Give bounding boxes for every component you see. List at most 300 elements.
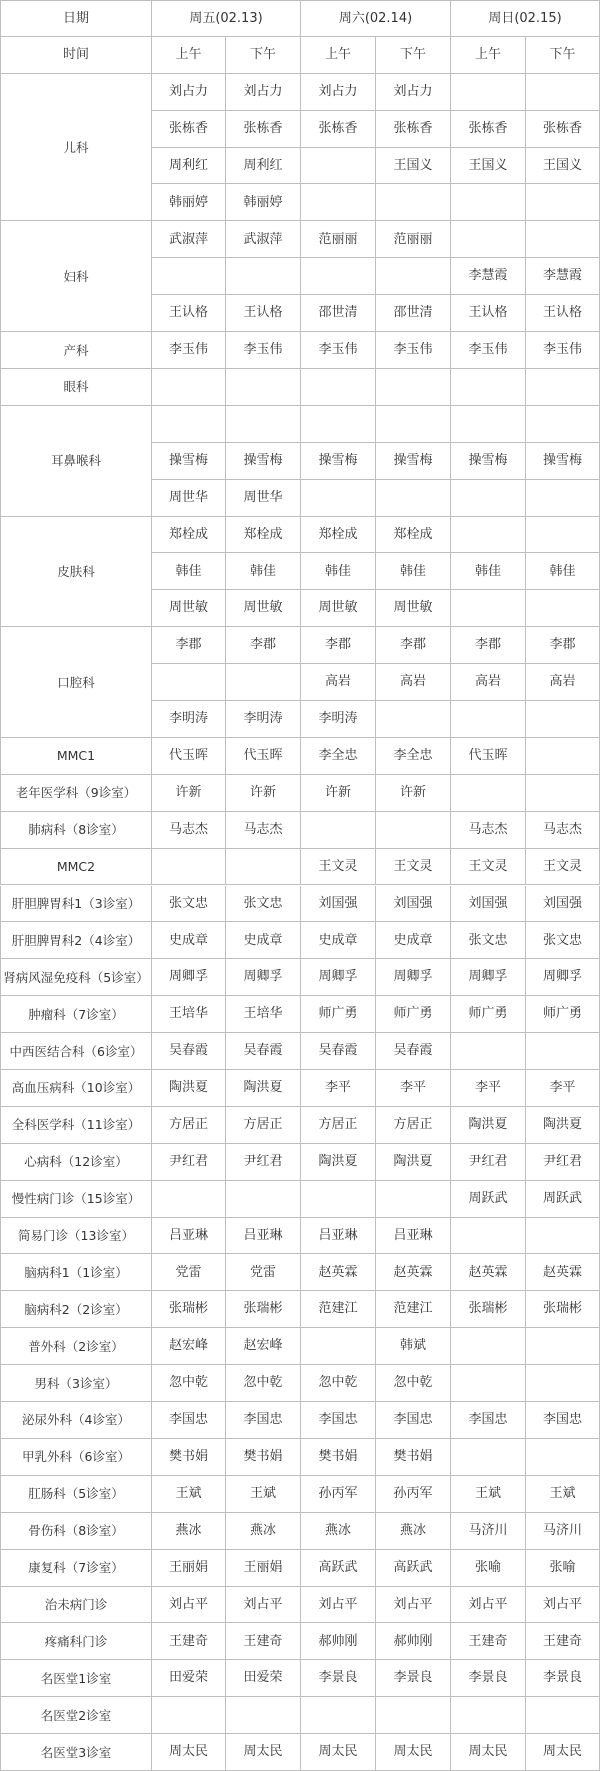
department-name: 肝胆脾胃科1（3诊室） [0, 886, 152, 923]
doctor-cell: 党雷 [226, 1254, 301, 1291]
doctor-cell [451, 517, 526, 554]
department-name: 口腔科 [0, 627, 152, 738]
doctor-cell: 李景良 [301, 1660, 376, 1697]
doctor-cell: 赵英霖 [526, 1254, 600, 1291]
doctor-cell: 燕冰 [152, 1513, 226, 1550]
doctor-cell: 马志杰 [226, 812, 301, 849]
doctor-cell: 郝帅刚 [301, 1623, 376, 1660]
doctor-cell: 陶洪夏 [526, 1107, 600, 1144]
doctor-cell: 周太民 [526, 1734, 600, 1771]
doctor-cell: 范丽丽 [376, 221, 451, 258]
department-name: 康复科（7诊室） [0, 1550, 152, 1587]
doctor-cell: 韩佳 [526, 553, 600, 590]
doctor-cell [376, 480, 451, 517]
doctor-cell: 张瑞彬 [226, 1291, 301, 1328]
doctor-cell: 王培华 [152, 996, 226, 1033]
doctor-cell: 孙丙军 [376, 1476, 451, 1513]
doctor-cell: 吴春霞 [301, 1033, 376, 1070]
doctor-cell: 许新 [301, 775, 376, 812]
pm-header: 下午 [376, 37, 451, 74]
doctor-cell [152, 258, 226, 295]
doctor-cell: 李国忠 [226, 1402, 301, 1439]
doctor-cell [451, 184, 526, 221]
doctor-cell: 王斌 [526, 1476, 600, 1513]
doctor-cell: 周太民 [152, 1734, 226, 1771]
doctor-cell: 武淑萍 [152, 221, 226, 258]
doctor-cell: 邵世清 [301, 295, 376, 332]
day-header: 周六(02.14) [301, 0, 451, 37]
doctor-cell [301, 1697, 376, 1734]
doctor-cell: 范丽丽 [301, 221, 376, 258]
department-name: 肺病科（8诊室） [0, 812, 152, 849]
doctor-cell: 刘国强 [376, 886, 451, 923]
doctor-cell [451, 775, 526, 812]
doctor-cell [526, 74, 600, 111]
doctor-cell: 吕亚琳 [301, 1218, 376, 1255]
doctor-cell: 高跃武 [376, 1550, 451, 1587]
doctor-cell: 王丽娟 [226, 1550, 301, 1587]
doctor-cell: 师广勇 [376, 996, 451, 1033]
doctor-cell [526, 406, 600, 443]
doctor-cell: 李景良 [451, 1660, 526, 1697]
doctor-cell: 李玉伟 [152, 332, 226, 369]
doctor-cell: 代玉晖 [152, 738, 226, 775]
doctor-cell: 周跃武 [526, 1181, 600, 1218]
doctor-cell [526, 184, 600, 221]
am-header: 上午 [301, 37, 376, 74]
doctor-cell: 忽中乾 [226, 1365, 301, 1402]
department-name: 名医堂1诊室 [0, 1660, 152, 1697]
doctor-cell: 王认格 [226, 295, 301, 332]
doctor-cell [226, 664, 301, 701]
doctor-cell: 方居正 [226, 1107, 301, 1144]
doctor-cell: 李玉伟 [226, 332, 301, 369]
doctor-cell: 高岩 [376, 664, 451, 701]
doctor-cell: 韩佳 [451, 553, 526, 590]
doctor-cell: 李明涛 [226, 701, 301, 738]
doctor-cell: 王国义 [451, 148, 526, 185]
doctor-cell: 周世华 [226, 480, 301, 517]
doctor-cell: 王文灵 [376, 849, 451, 886]
doctor-cell: 李国忠 [301, 1402, 376, 1439]
doctor-cell: 方居正 [301, 1107, 376, 1144]
doctor-cell: 韩佳 [226, 553, 301, 590]
doctor-cell: 王斌 [451, 1476, 526, 1513]
department-name: 肝胆脾胃科2（4诊室） [0, 922, 152, 959]
doctor-cell [301, 148, 376, 185]
doctor-cell: 王认格 [152, 295, 226, 332]
department-name: 名医堂3诊室 [0, 1734, 152, 1771]
doctor-cell: 李玉伟 [301, 332, 376, 369]
department-name: 脑病科2（2诊室） [0, 1291, 152, 1328]
doctor-cell: 王丽娟 [152, 1550, 226, 1587]
doctor-cell: 刘国强 [526, 886, 600, 923]
doctor-cell: 许新 [152, 775, 226, 812]
pm-header: 下午 [526, 37, 600, 74]
doctor-cell: 周世敏 [376, 590, 451, 627]
department-name: 脑病科1（1诊室） [0, 1254, 152, 1291]
doctor-cell: 刘占平 [152, 1587, 226, 1624]
doctor-cell: 田爱荣 [226, 1660, 301, 1697]
day-header: 周日(02.15) [451, 0, 600, 37]
doctor-cell: 王国义 [376, 148, 451, 185]
doctor-cell: 王培华 [226, 996, 301, 1033]
doctor-cell: 操雪梅 [301, 443, 376, 480]
doctor-cell [301, 1328, 376, 1365]
doctor-cell [301, 480, 376, 517]
doctor-cell: 马志杰 [152, 812, 226, 849]
doctor-cell: 张喻 [526, 1550, 600, 1587]
doctor-cell: 陶洪夏 [376, 1144, 451, 1181]
department-name: 耳鼻喉科 [0, 406, 152, 517]
doctor-cell: 王文灵 [301, 849, 376, 886]
doctor-cell: 张栋香 [226, 111, 301, 148]
doctor-cell: 忽中乾 [152, 1365, 226, 1402]
doctor-cell: 樊书娟 [376, 1439, 451, 1476]
doctor-cell [226, 369, 301, 406]
doctor-cell: 师广勇 [301, 996, 376, 1033]
doctor-cell: 李玉伟 [451, 332, 526, 369]
doctor-cell [226, 849, 301, 886]
doctor-cell [451, 1697, 526, 1734]
doctor-cell [526, 1328, 600, 1365]
department-name: 泌尿外科（4诊室） [0, 1402, 152, 1439]
doctor-cell: 张栋香 [152, 111, 226, 148]
department-name: 肿瘤科（7诊室） [0, 996, 152, 1033]
department-name: 慢性病门诊（15诊室） [0, 1181, 152, 1218]
doctor-cell: 李国忠 [376, 1402, 451, 1439]
doctor-cell: 高岩 [301, 664, 376, 701]
doctor-cell: 吕亚琳 [152, 1218, 226, 1255]
doctor-cell: 陶洪夏 [301, 1144, 376, 1181]
doctor-cell [152, 1697, 226, 1734]
doctor-cell: 方居正 [376, 1107, 451, 1144]
doctor-cell: 高跃武 [301, 1550, 376, 1587]
doctor-cell: 党雷 [152, 1254, 226, 1291]
doctor-cell: 刘占平 [376, 1587, 451, 1624]
department-name: 名医堂2诊室 [0, 1697, 152, 1734]
doctor-cell [152, 406, 226, 443]
doctor-cell: 王文灵 [526, 849, 600, 886]
doctor-cell: 李明涛 [301, 701, 376, 738]
doctor-cell: 吴春霞 [376, 1033, 451, 1070]
doctor-cell: 李平 [376, 1070, 451, 1107]
doctor-cell: 李明涛 [152, 701, 226, 738]
doctor-cell [152, 849, 226, 886]
doctor-cell: 周卿孚 [451, 959, 526, 996]
doctor-cell: 尹红君 [226, 1144, 301, 1181]
doctor-cell: 周利红 [226, 148, 301, 185]
doctor-cell: 代玉晖 [226, 738, 301, 775]
department-name: MMC1 [0, 738, 152, 775]
doctor-cell [301, 258, 376, 295]
doctor-cell: 王认格 [526, 295, 600, 332]
doctor-cell: 燕冰 [226, 1513, 301, 1550]
department-name: 全科医学科（11诊室） [0, 1107, 152, 1144]
doctor-cell: 李郡 [152, 627, 226, 664]
doctor-cell: 周跃武 [451, 1181, 526, 1218]
doctor-cell [376, 184, 451, 221]
doctor-cell: 张文忠 [526, 922, 600, 959]
doctor-cell [152, 1181, 226, 1218]
doctor-cell: 郑栓成 [301, 517, 376, 554]
doctor-cell: 张文忠 [226, 886, 301, 923]
doctor-cell [152, 664, 226, 701]
doctor-cell: 刘占平 [526, 1587, 600, 1624]
doctor-cell: 武淑萍 [226, 221, 301, 258]
doctor-cell: 王认格 [451, 295, 526, 332]
doctor-cell: 韩斌 [376, 1328, 451, 1365]
doctor-cell: 忽中乾 [301, 1365, 376, 1402]
doctor-cell [526, 1033, 600, 1070]
time-header: 时间 [0, 37, 152, 74]
doctor-cell [526, 1218, 600, 1255]
doctor-cell [226, 258, 301, 295]
doctor-cell: 燕冰 [376, 1513, 451, 1550]
doctor-cell: 吕亚琳 [226, 1218, 301, 1255]
doctor-cell: 韩佳 [376, 553, 451, 590]
doctor-cell: 师广勇 [526, 996, 600, 1033]
department-name: 肾病风湿免疫科（5诊室） [0, 959, 152, 996]
doctor-cell: 李慧霞 [526, 258, 600, 295]
doctor-cell: 刘占力 [376, 74, 451, 111]
doctor-cell: 王斌 [226, 1476, 301, 1513]
doctor-cell: 李国忠 [152, 1402, 226, 1439]
doctor-cell: 史成章 [301, 922, 376, 959]
doctor-cell: 孙丙军 [301, 1476, 376, 1513]
doctor-cell: 李景良 [526, 1660, 600, 1697]
doctor-cell: 刘占力 [226, 74, 301, 111]
doctor-cell: 尹红君 [451, 1144, 526, 1181]
doctor-cell: 高岩 [526, 664, 600, 701]
pm-header: 下午 [226, 37, 301, 74]
doctor-cell: 李郡 [451, 627, 526, 664]
doctor-cell [526, 480, 600, 517]
doctor-cell [526, 775, 600, 812]
doctor-cell: 忽中乾 [376, 1365, 451, 1402]
doctor-cell: 师广勇 [451, 996, 526, 1033]
doctor-cell: 邵世清 [376, 295, 451, 332]
doctor-cell [301, 1181, 376, 1218]
doctor-cell: 周卿孚 [226, 959, 301, 996]
doctor-cell: 郑栓成 [152, 517, 226, 554]
doctor-cell: 刘国强 [451, 886, 526, 923]
doctor-cell: 周太民 [301, 1734, 376, 1771]
doctor-cell [451, 1365, 526, 1402]
doctor-cell: 张栋香 [526, 111, 600, 148]
doctor-cell [451, 1033, 526, 1070]
doctor-cell: 许新 [226, 775, 301, 812]
doctor-cell: 刘占力 [301, 74, 376, 111]
doctor-cell: 赵英霖 [376, 1254, 451, 1291]
doctor-cell: 刘占平 [451, 1587, 526, 1624]
doctor-cell: 王建奇 [526, 1623, 600, 1660]
doctor-cell: 操雪梅 [526, 443, 600, 480]
doctor-cell: 韩丽婷 [226, 184, 301, 221]
doctor-cell [226, 1697, 301, 1734]
doctor-cell: 史成章 [376, 922, 451, 959]
doctor-cell: 李郡 [301, 627, 376, 664]
doctor-cell: 李玉伟 [526, 332, 600, 369]
doctor-cell: 高岩 [451, 664, 526, 701]
doctor-cell: 郑栓成 [376, 517, 451, 554]
doctor-cell [376, 369, 451, 406]
doctor-cell: 樊书娟 [152, 1439, 226, 1476]
doctor-cell: 田爱荣 [152, 1660, 226, 1697]
doctor-cell: 陶洪夏 [451, 1107, 526, 1144]
doctor-cell: 刘占平 [226, 1587, 301, 1624]
doctor-cell: 马志杰 [451, 812, 526, 849]
doctor-cell [526, 1439, 600, 1476]
doctor-cell [526, 1697, 600, 1734]
doctor-cell: 周利红 [152, 148, 226, 185]
doctor-cell: 李平 [301, 1070, 376, 1107]
doctor-cell: 李平 [526, 1070, 600, 1107]
doctor-cell: 周太民 [226, 1734, 301, 1771]
doctor-cell [451, 406, 526, 443]
doctor-cell: 燕冰 [301, 1513, 376, 1550]
doctor-cell [451, 1439, 526, 1476]
doctor-cell: 李国忠 [526, 1402, 600, 1439]
department-name: 骨伤科（8诊室） [0, 1513, 152, 1550]
doctor-cell: 周卿孚 [526, 959, 600, 996]
doctor-cell [376, 1697, 451, 1734]
doctor-cell: 樊书娟 [301, 1439, 376, 1476]
doctor-cell: 操雪梅 [451, 443, 526, 480]
doctor-cell: 操雪梅 [152, 443, 226, 480]
doctor-cell: 王文灵 [451, 849, 526, 886]
doctor-cell [376, 406, 451, 443]
doctor-cell [526, 221, 600, 258]
doctor-cell: 尹红君 [152, 1144, 226, 1181]
doctor-cell: 尹红君 [526, 1144, 600, 1181]
doctor-cell: 周太民 [451, 1734, 526, 1771]
doctor-cell: 李平 [451, 1070, 526, 1107]
doctor-cell: 赵英霖 [451, 1254, 526, 1291]
department-name: 治未病门诊 [0, 1587, 152, 1624]
doctor-cell: 周世敏 [226, 590, 301, 627]
doctor-cell [451, 701, 526, 738]
doctor-cell: 刘占力 [152, 74, 226, 111]
department-name: 疼痛科门诊 [0, 1623, 152, 1660]
am-header: 上午 [152, 37, 226, 74]
doctor-cell: 王国义 [526, 148, 600, 185]
doctor-cell: 张栋香 [301, 111, 376, 148]
doctor-cell: 周世敏 [152, 590, 226, 627]
doctor-cell: 张瑞彬 [526, 1291, 600, 1328]
doctor-cell [152, 369, 226, 406]
doctor-cell [301, 812, 376, 849]
doctor-cell [526, 1365, 600, 1402]
doctor-cell: 许新 [376, 775, 451, 812]
doctor-cell: 周世敏 [301, 590, 376, 627]
doctor-cell: 李国忠 [451, 1402, 526, 1439]
department-name: 产科 [0, 332, 152, 369]
department-name: 简易门诊（13诊室） [0, 1218, 152, 1255]
doctor-cell: 张文忠 [451, 922, 526, 959]
department-name: 妇科 [0, 221, 152, 332]
doctor-cell: 周太民 [376, 1734, 451, 1771]
doctor-cell: 周卿孚 [152, 959, 226, 996]
doctor-cell [526, 369, 600, 406]
doctor-cell: 赵英霖 [301, 1254, 376, 1291]
doctor-cell [451, 590, 526, 627]
doctor-cell: 陶洪夏 [152, 1070, 226, 1107]
doctor-cell: 李郡 [526, 627, 600, 664]
doctor-cell [301, 406, 376, 443]
doctor-cell: 樊书娟 [226, 1439, 301, 1476]
am-header: 上午 [451, 37, 526, 74]
doctor-cell: 张喻 [451, 1550, 526, 1587]
doctor-cell [526, 517, 600, 554]
doctor-cell: 赵宏峰 [226, 1328, 301, 1365]
doctor-cell: 郑栓成 [226, 517, 301, 554]
doctor-cell [451, 74, 526, 111]
department-name: 普外科（2诊室） [0, 1328, 152, 1365]
department-name: 眼科 [0, 369, 152, 406]
doctor-cell [526, 590, 600, 627]
department-name: 甲乳外科（6诊室） [0, 1439, 152, 1476]
doctor-cell: 王建奇 [226, 1623, 301, 1660]
doctor-cell [451, 480, 526, 517]
doctor-cell: 周卿孚 [301, 959, 376, 996]
doctor-cell [451, 369, 526, 406]
department-name: 皮肤科 [0, 517, 152, 628]
doctor-cell: 马志杰 [526, 812, 600, 849]
doctor-cell [301, 184, 376, 221]
doctor-cell [451, 221, 526, 258]
doctor-cell [376, 812, 451, 849]
department-name: 心病科（12诊室） [0, 1144, 152, 1181]
doctor-cell: 操雪梅 [226, 443, 301, 480]
doctor-cell: 刘占平 [301, 1587, 376, 1624]
doctor-cell: 范建江 [301, 1291, 376, 1328]
doctor-cell: 韩佳 [301, 553, 376, 590]
doctor-cell: 王建奇 [451, 1623, 526, 1660]
doctor-cell [526, 738, 600, 775]
department-name: 男科（3诊室） [0, 1365, 152, 1402]
doctor-cell [226, 1181, 301, 1218]
doctor-cell: 刘国强 [301, 886, 376, 923]
doctor-cell: 周世华 [152, 480, 226, 517]
day-header: 周五(02.13) [152, 0, 301, 37]
doctor-cell: 范建江 [376, 1291, 451, 1328]
department-name: 中西医结合科（6诊室） [0, 1033, 152, 1070]
date-header: 日期 [0, 0, 152, 37]
doctor-cell [451, 1328, 526, 1365]
doctor-cell [376, 1181, 451, 1218]
doctor-cell: 张文忠 [152, 886, 226, 923]
doctor-cell: 周卿孚 [376, 959, 451, 996]
doctor-cell [451, 1218, 526, 1255]
doctor-cell: 吕亚琳 [376, 1218, 451, 1255]
doctor-cell: 郝帅刚 [376, 1623, 451, 1660]
doctor-cell: 王斌 [152, 1476, 226, 1513]
doctor-cell: 方居正 [152, 1107, 226, 1144]
doctor-cell: 吴春霞 [226, 1033, 301, 1070]
doctor-cell: 张瑞彬 [152, 1291, 226, 1328]
doctor-cell: 吴春霞 [152, 1033, 226, 1070]
doctor-cell: 李全忠 [376, 738, 451, 775]
doctor-cell: 韩佳 [152, 553, 226, 590]
doctor-cell: 张栋香 [376, 111, 451, 148]
doctor-cell: 史成章 [226, 922, 301, 959]
doctor-cell [376, 701, 451, 738]
doctor-cell: 李玉伟 [376, 332, 451, 369]
doctor-cell: 王建奇 [152, 1623, 226, 1660]
doctor-cell: 赵宏峰 [152, 1328, 226, 1365]
doctor-cell [526, 701, 600, 738]
